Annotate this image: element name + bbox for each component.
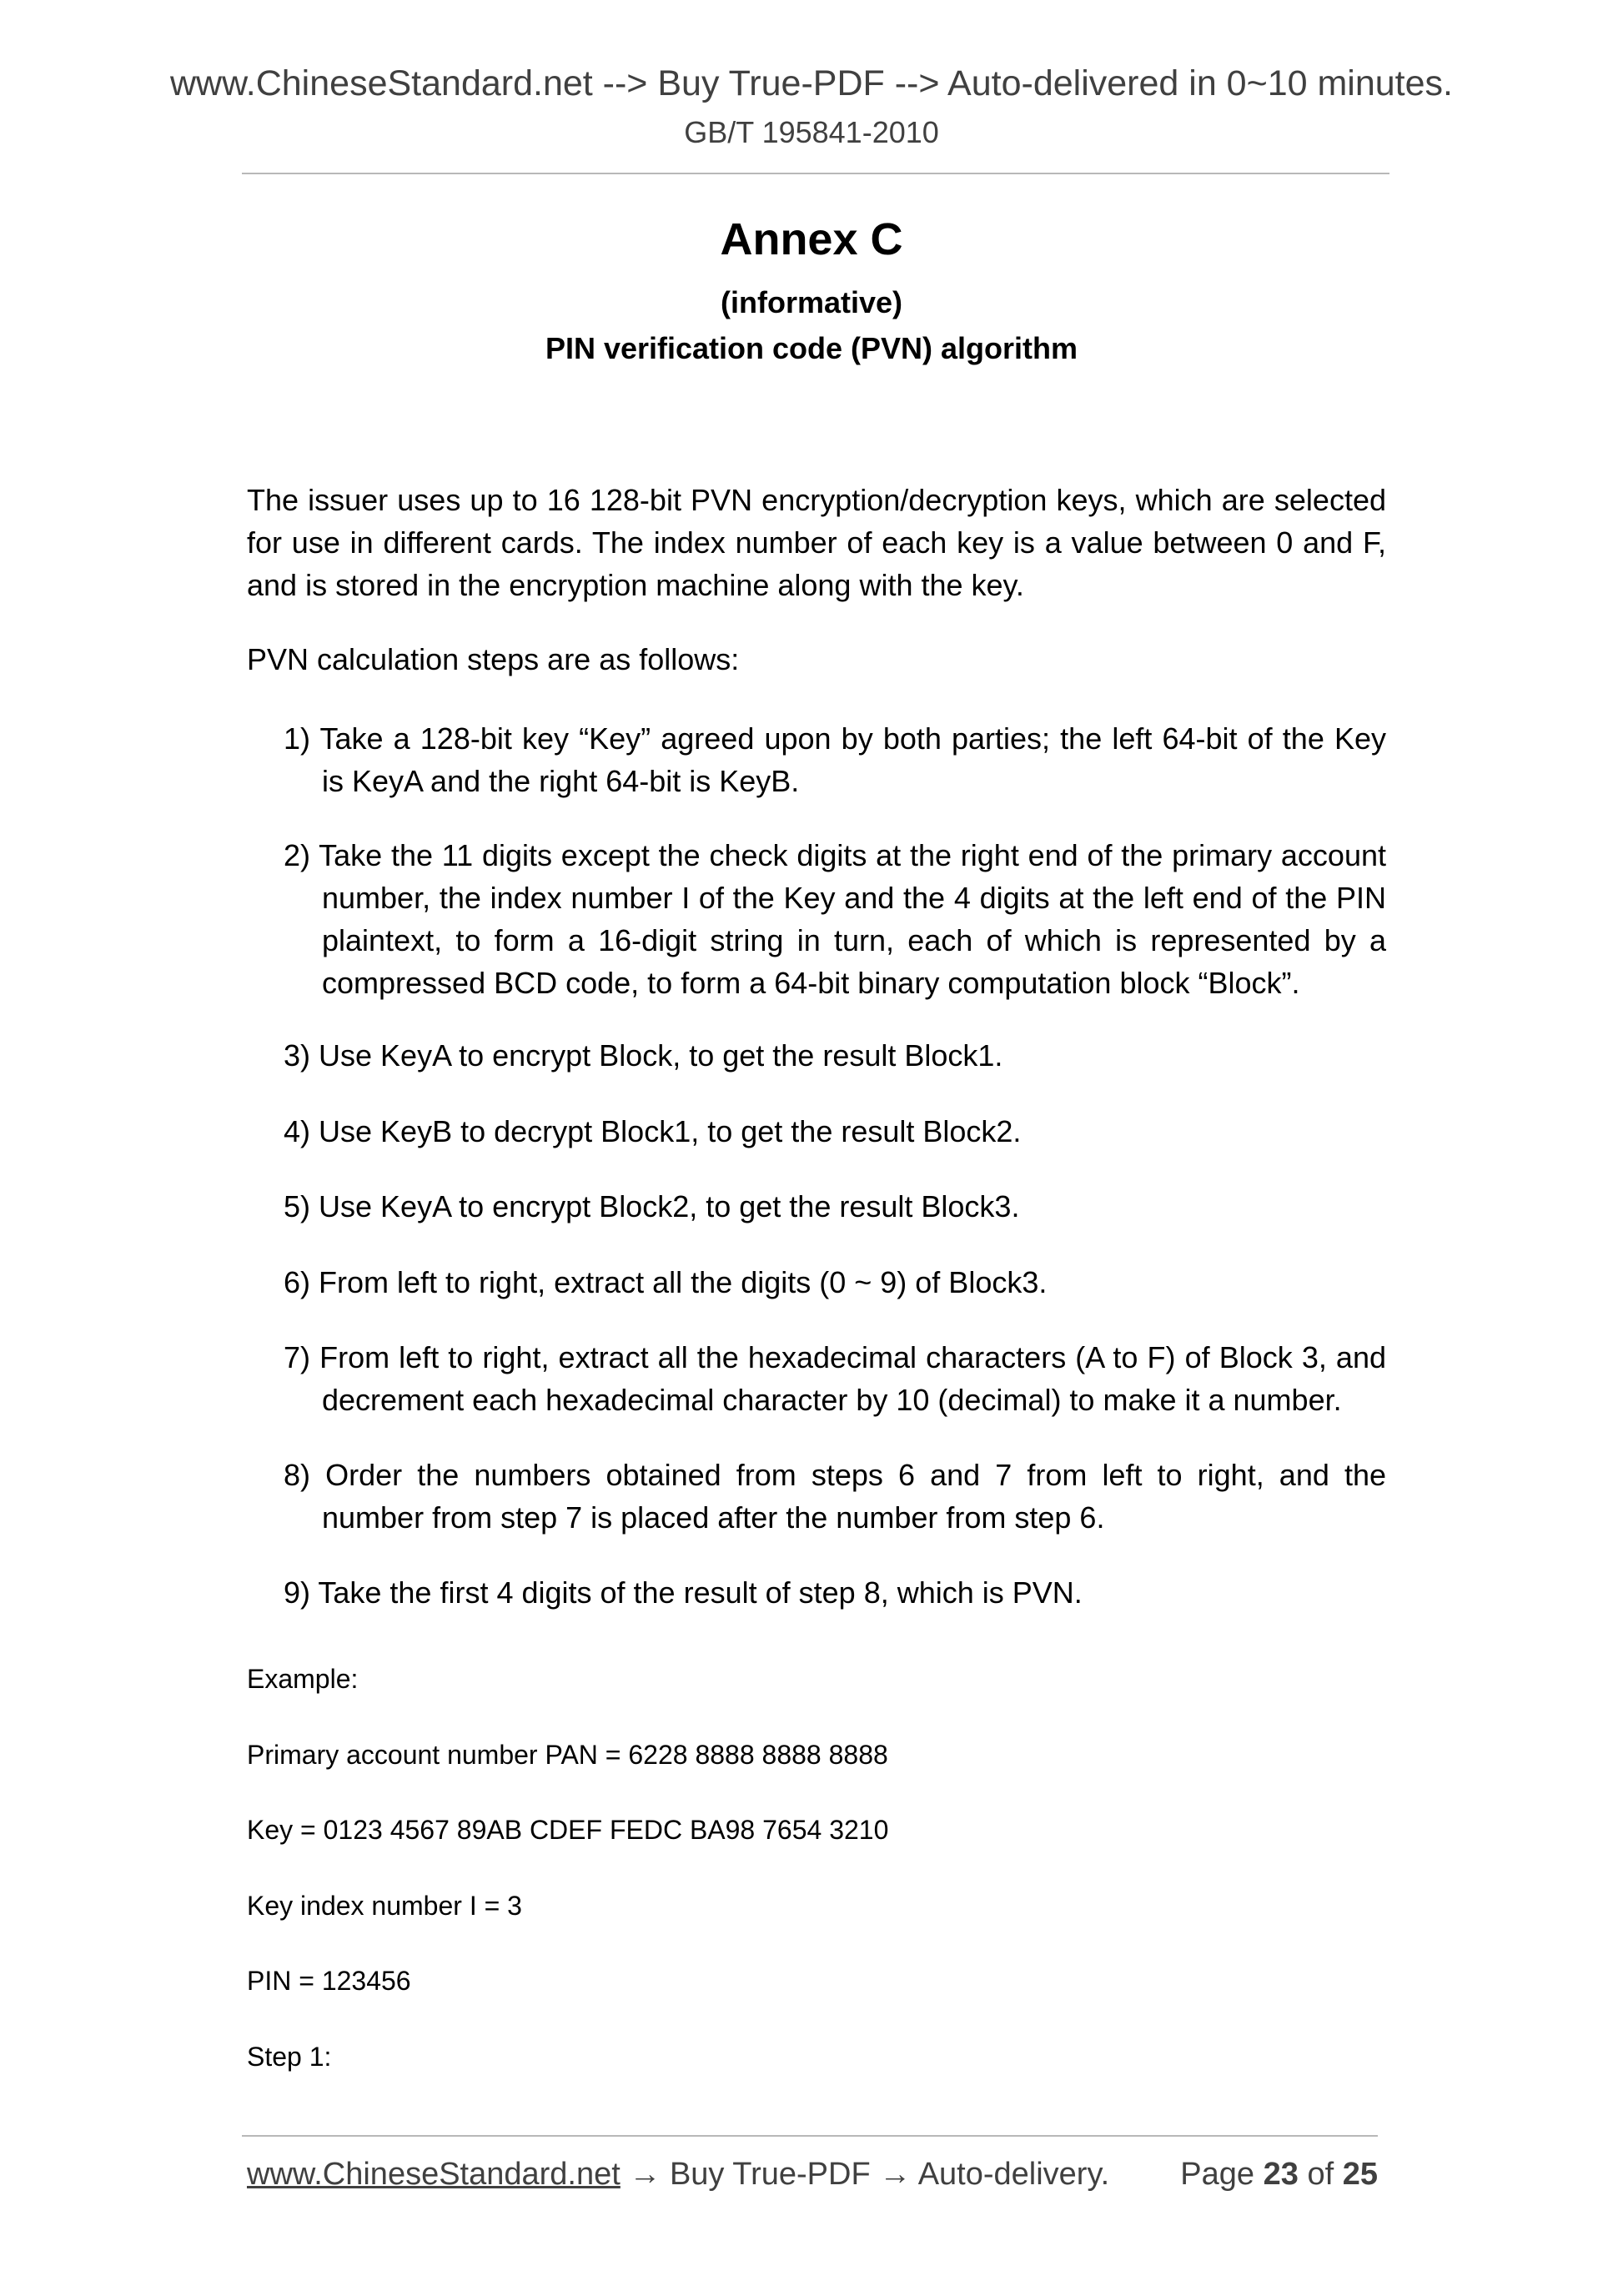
page-of: of — [1307, 2157, 1334, 2192]
footer-site-link[interactable]: www.ChineseStandard.net — [247, 2157, 621, 2192]
example-key-index: Key index number I = 3 — [247, 1891, 522, 1921]
site-banner: www.ChineseStandard.net --> Buy True-PDF --> Auto-delivered in 0~10 minutes. — [169, 63, 1453, 103]
step-9: 9) Take the first 4 digits of the result of step 8, which is PVN. — [284, 1575, 1083, 1610]
example-step-1: Step 1: — [247, 2042, 332, 2072]
page-word: Page — [1180, 2157, 1255, 2192]
step-8: 8) Order the numbers obtained from steps 6 and 7 from left to right, and the number from step 7 is placed after the number from step 6. — [284, 1458, 1386, 1535]
page-total: 25 — [1342, 2157, 1378, 2192]
step-3: 3) Use KeyA to encrypt Block, to get the result Block1. — [284, 1038, 1003, 1073]
step-1: 1) Take a 128-bit key “Key” agreed upon by both parties; the left 64-bit of the Key is KeyA and the right 64-bit is KeyB. — [284, 721, 1386, 798]
header-divider — [242, 173, 1389, 174]
annex-subtitle: PIN verification code (PVN) algorithm — [545, 331, 1078, 365]
step-2: 2) Take the 11 digits except the check digits at the right end of the primary account number, the index number I of the Key and the 4 digits at the left end of the PIN plaintext, to form a 16-digit string in turn, each of which is represented by a compressed BCD code, to form a 64-bit binary computation block “Block”. — [284, 838, 1386, 1000]
intro-paragraph: The issuer uses up to 16 128-bit PVN encryption/decryption keys, which are selected for use in different cards. The index number of each key is a value between 0 and F, and is stored in the encryption machine along with the key. — [247, 483, 1386, 602]
footer-tagline: → Buy True-PDF → Auto-delivery. — [620, 2157, 1110, 2192]
step-7: 7) From left to right, extract all the hexadecimal characters (A to F) of Block 3, and decrement each hexadecimal character by 10 (decimal) to make it a number. — [284, 1340, 1386, 1417]
example-key: Key = 0123 4567 89AB CDEF FEDC BA98 7654 3210 — [247, 1815, 889, 1845]
step-4: 4) Use KeyB to decrypt Block1, to get the result Block2. — [284, 1114, 1022, 1148]
step-6: 6) From left to right, extract all the digits (0 ~ 9) of Block3. — [284, 1265, 1048, 1299]
footer-divider — [242, 2135, 1378, 2137]
page-footer — [247, 2157, 1378, 2198]
page-indicator — [1180, 2157, 1378, 2193]
step-5: 5) Use KeyA to encrypt Block2, to get the result Block3. — [284, 1189, 1020, 1223]
annex-note: (informative) — [720, 285, 903, 319]
example-pin: PIN = 123456 — [247, 1966, 411, 1996]
steps-heading: PVN calculation steps are as follows: — [247, 642, 740, 676]
page-current: 23 — [1263, 2157, 1299, 2192]
example-label: Example: — [247, 1664, 359, 1694]
annex-title: Annex C — [720, 214, 903, 264]
standard-code: GB/T 195841-2010 — [684, 115, 939, 149]
example-pan: Primary account number PAN = 6228 8888 8888 8888 — [247, 1740, 888, 1770]
